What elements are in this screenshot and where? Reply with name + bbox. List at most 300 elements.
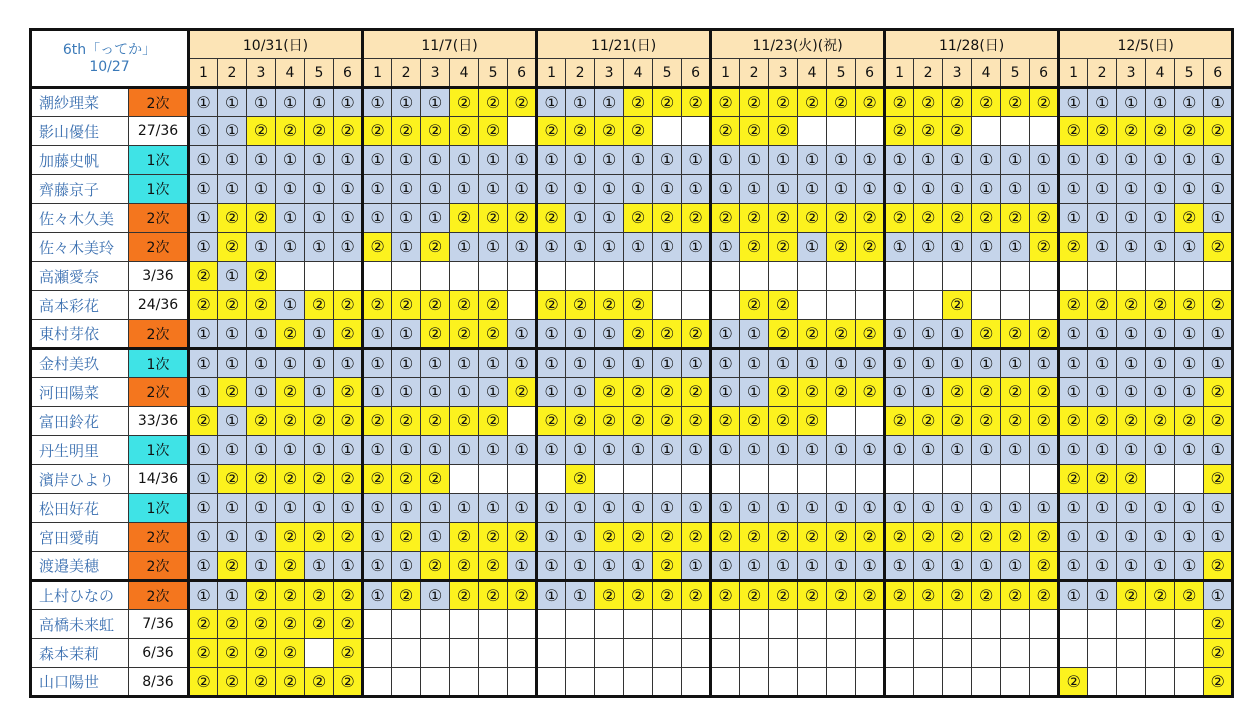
slot-mark: ②: [1175, 291, 1204, 320]
slot-mark: ①: [1175, 523, 1204, 552]
slot-mark: ①: [740, 175, 769, 204]
slot-mark: ①: [1059, 175, 1088, 204]
slot-mark: ②: [885, 407, 914, 436]
slot-mark: ①: [537, 581, 566, 610]
slot-mark: ①: [914, 436, 943, 465]
empty-slot: [885, 668, 914, 697]
empty-slot: [334, 262, 363, 291]
slot-mark: ②: [1088, 117, 1117, 146]
slot-mark: ②: [711, 117, 740, 146]
slot-mark: ②: [1117, 291, 1146, 320]
empty-slot: [508, 262, 537, 291]
slot-mark: ①: [769, 175, 798, 204]
empty-slot: [624, 610, 653, 639]
slot-mark: ②: [508, 581, 537, 610]
part-number: 1: [537, 59, 566, 88]
slot-mark: ②: [1001, 581, 1030, 610]
slot-mark: ①: [218, 117, 247, 146]
slot-mark: ②: [972, 204, 1001, 233]
slot-mark: ①: [798, 494, 827, 523]
slot-mark: ①: [885, 552, 914, 581]
slot-mark: ②: [450, 581, 479, 610]
slot-mark: ①: [1117, 552, 1146, 581]
empty-slot: [305, 262, 334, 291]
slot-mark: ②: [276, 668, 305, 697]
empty-slot: [537, 639, 566, 668]
slot-mark: ②: [1059, 465, 1088, 494]
slot-mark: ②: [276, 523, 305, 552]
slot-mark: ②: [798, 523, 827, 552]
empty-slot: [827, 465, 856, 494]
slot-mark: ①: [189, 436, 218, 465]
slot-mark: ②: [1030, 378, 1059, 407]
schedule-sheet: [29, 28, 1234, 698]
slot-mark: ①: [798, 146, 827, 175]
date-header: 11/28(日): [885, 30, 1059, 59]
slot-mark: ①: [1117, 175, 1146, 204]
slot-mark: ②: [189, 610, 218, 639]
slot-mark: ①: [1175, 175, 1204, 204]
slot-mark: ②: [392, 291, 421, 320]
slot-mark: ②: [1204, 610, 1233, 639]
slot-mark: ①: [1175, 146, 1204, 175]
slot-mark: ②: [305, 117, 334, 146]
slot-mark: ②: [653, 88, 682, 117]
slot-mark: ②: [682, 581, 711, 610]
slot-mark: ①: [421, 349, 450, 378]
slot-mark: ①: [392, 552, 421, 581]
slot-mark: ①: [595, 494, 624, 523]
slot-mark: ①: [334, 494, 363, 523]
slot-mark: ②: [334, 407, 363, 436]
empty-slot: [740, 465, 769, 494]
slot-mark: ①: [566, 204, 595, 233]
slot-mark: ②: [769, 320, 798, 349]
member-status: 1次: [129, 436, 189, 465]
slot-mark: ①: [479, 175, 508, 204]
empty-slot: [508, 291, 537, 320]
slot-mark: ①: [189, 523, 218, 552]
slot-mark: ①: [392, 204, 421, 233]
slot-mark: ①: [421, 146, 450, 175]
slot-mark: ①: [827, 552, 856, 581]
empty-slot: [595, 465, 624, 494]
slot-mark: ①: [537, 320, 566, 349]
slot-mark: ①: [1059, 146, 1088, 175]
part-number: 1: [711, 59, 740, 88]
slot-mark: ①: [624, 349, 653, 378]
slot-mark: ①: [276, 175, 305, 204]
empty-slot: [711, 639, 740, 668]
slot-mark: ①: [363, 552, 392, 581]
slot-mark: ①: [392, 320, 421, 349]
empty-slot: [537, 668, 566, 697]
member-name: 齊藤京子: [31, 175, 129, 204]
slot-mark: ②: [189, 668, 218, 697]
part-number: 2: [914, 59, 943, 88]
slot-mark: ①: [479, 146, 508, 175]
member-name: 濱岸ひより: [31, 465, 129, 494]
slot-mark: ①: [885, 175, 914, 204]
slot-mark: ①: [682, 233, 711, 262]
part-number: 4: [276, 59, 305, 88]
slot-mark: ①: [1088, 349, 1117, 378]
slot-mark: ②: [624, 88, 653, 117]
empty-slot: [508, 117, 537, 146]
slot-mark: ①: [305, 436, 334, 465]
slot-mark: ①: [566, 175, 595, 204]
slot-mark: ②: [682, 407, 711, 436]
schedule-table: [29, 28, 1234, 698]
slot-mark: ②: [885, 204, 914, 233]
empty-slot: [711, 291, 740, 320]
member-row: [31, 291, 1233, 320]
slot-mark: ②: [450, 88, 479, 117]
slot-mark: ①: [943, 494, 972, 523]
slot-mark: ①: [537, 523, 566, 552]
header-subtitle: 10/27: [89, 58, 130, 75]
empty-slot: [450, 465, 479, 494]
member-name: 宮田愛萌: [31, 523, 129, 552]
slot-mark: ②: [914, 204, 943, 233]
slot-mark: ①: [1146, 494, 1175, 523]
slot-mark: ①: [305, 349, 334, 378]
slot-mark: ②: [1204, 291, 1233, 320]
slot-mark: ①: [392, 146, 421, 175]
slot-mark: ①: [740, 349, 769, 378]
slot-mark: ①: [334, 349, 363, 378]
member-status: 2次: [129, 204, 189, 233]
empty-slot: [363, 262, 392, 291]
empty-slot: [421, 639, 450, 668]
empty-slot: [740, 610, 769, 639]
slot-mark: ①: [1117, 320, 1146, 349]
member-name: 上村ひなの: [31, 581, 129, 610]
slot-mark: ①: [1204, 204, 1233, 233]
slot-mark: ①: [508, 320, 537, 349]
empty-slot: [798, 117, 827, 146]
slot-mark: ①: [392, 494, 421, 523]
empty-slot: [769, 639, 798, 668]
empty-slot: [798, 262, 827, 291]
empty-slot: [972, 668, 1001, 697]
slot-mark: ②: [479, 204, 508, 233]
slot-mark: ①: [218, 320, 247, 349]
slot-mark: ②: [450, 204, 479, 233]
empty-slot: [740, 639, 769, 668]
part-number: 3: [595, 59, 624, 88]
empty-slot: [1001, 465, 1030, 494]
part-number: 6: [856, 59, 885, 88]
slot-mark: ①: [1059, 320, 1088, 349]
slot-mark: ①: [1030, 175, 1059, 204]
slot-mark: ①: [1175, 436, 1204, 465]
slot-mark: ②: [276, 320, 305, 349]
slot-mark: ①: [276, 494, 305, 523]
empty-slot: [972, 262, 1001, 291]
slot-mark: ②: [1175, 581, 1204, 610]
slot-mark: ②: [1030, 320, 1059, 349]
member-status: 24/36: [129, 291, 189, 320]
empty-slot: [1059, 262, 1088, 291]
empty-slot: [740, 262, 769, 291]
slot-mark: ①: [740, 494, 769, 523]
slot-mark: ①: [595, 320, 624, 349]
slot-mark: ①: [1146, 523, 1175, 552]
slot-mark: ②: [827, 88, 856, 117]
slot-mark: ②: [595, 523, 624, 552]
empty-slot: [711, 668, 740, 697]
slot-mark: ①: [595, 204, 624, 233]
slot-mark: ①: [276, 436, 305, 465]
slot-mark: ①: [508, 494, 537, 523]
slot-mark: ①: [363, 175, 392, 204]
slot-mark: ②: [1117, 117, 1146, 146]
slot-mark: ①: [1117, 378, 1146, 407]
slot-mark: ②: [1204, 465, 1233, 494]
slot-mark: ①: [972, 436, 1001, 465]
empty-slot: [856, 639, 885, 668]
slot-mark: ②: [856, 88, 885, 117]
slot-mark: ②: [218, 552, 247, 581]
slot-mark: ①: [479, 436, 508, 465]
empty-slot: [392, 639, 421, 668]
slot-mark: ②: [885, 523, 914, 552]
slot-mark: ①: [1117, 233, 1146, 262]
slot-mark: ②: [479, 581, 508, 610]
empty-slot: [508, 407, 537, 436]
slot-mark: ②: [769, 204, 798, 233]
empty-slot: [914, 668, 943, 697]
slot-mark: ①: [189, 204, 218, 233]
slot-mark: ②: [943, 88, 972, 117]
slot-mark: ②: [1117, 581, 1146, 610]
empty-slot: [537, 262, 566, 291]
slot-mark: ①: [276, 233, 305, 262]
date-header: 10/31(日): [189, 30, 363, 59]
slot-mark: ①: [711, 146, 740, 175]
part-number: 4: [798, 59, 827, 88]
slot-mark: ②: [479, 552, 508, 581]
slot-mark: ②: [363, 407, 392, 436]
slot-mark: ②: [711, 581, 740, 610]
empty-slot: [653, 117, 682, 146]
slot-mark: ②: [508, 204, 537, 233]
slot-mark: ①: [537, 349, 566, 378]
slot-mark: ②: [653, 523, 682, 552]
slot-mark: ②: [1030, 552, 1059, 581]
slot-mark: ②: [1204, 552, 1233, 581]
slot-mark: ①: [363, 88, 392, 117]
date-header: 11/23(火)(祝): [711, 30, 885, 59]
slot-mark: ①: [189, 581, 218, 610]
slot-mark: ①: [595, 349, 624, 378]
slot-mark: ②: [334, 610, 363, 639]
slot-mark: ②: [363, 117, 392, 146]
empty-slot: [1001, 117, 1030, 146]
slot-mark: ②: [218, 465, 247, 494]
slot-mark: ②: [682, 378, 711, 407]
slot-mark: ②: [334, 523, 363, 552]
slot-mark: ①: [1204, 436, 1233, 465]
part-number: 6: [508, 59, 537, 88]
slot-mark: ②: [682, 204, 711, 233]
slot-mark: ①: [653, 233, 682, 262]
slot-mark: ①: [595, 146, 624, 175]
slot-mark: ①: [421, 378, 450, 407]
slot-mark: ①: [1146, 88, 1175, 117]
member-name: 金村美玖: [31, 349, 129, 378]
slot-mark: ②: [1059, 117, 1088, 146]
slot-mark: ②: [450, 407, 479, 436]
slot-mark: ②: [189, 291, 218, 320]
slot-mark: ②: [769, 523, 798, 552]
empty-slot: [508, 668, 537, 697]
slot-mark: ②: [943, 523, 972, 552]
empty-slot: [479, 610, 508, 639]
slot-mark: ②: [189, 262, 218, 291]
slot-mark: ①: [305, 146, 334, 175]
slot-mark: ①: [885, 146, 914, 175]
part-number: 1: [885, 59, 914, 88]
slot-mark: ①: [1204, 320, 1233, 349]
part-number: 6: [682, 59, 711, 88]
slot-mark: ②: [856, 581, 885, 610]
slot-mark: ①: [885, 320, 914, 349]
slot-mark: ②: [1204, 233, 1233, 262]
slot-mark: ②: [1001, 204, 1030, 233]
slot-mark: ②: [914, 88, 943, 117]
slot-mark: ①: [885, 233, 914, 262]
slot-mark: ①: [1117, 204, 1146, 233]
slot-mark: ①: [218, 407, 247, 436]
slot-mark: ①: [1146, 320, 1175, 349]
slot-mark: ②: [1030, 407, 1059, 436]
slot-mark: ②: [247, 262, 276, 291]
empty-slot: [595, 668, 624, 697]
slot-mark: ②: [740, 581, 769, 610]
slot-mark: ②: [218, 378, 247, 407]
slot-mark: ②: [740, 291, 769, 320]
slot-mark: ②: [856, 204, 885, 233]
slot-mark: ①: [1146, 349, 1175, 378]
slot-mark: ②: [972, 407, 1001, 436]
slot-mark: ①: [566, 146, 595, 175]
slot-mark: ①: [1088, 146, 1117, 175]
slot-mark: ①: [595, 233, 624, 262]
slot-mark: ①: [392, 233, 421, 262]
slot-mark: ①: [363, 378, 392, 407]
slot-mark: ②: [827, 204, 856, 233]
slot-mark: ②: [653, 581, 682, 610]
slot-mark: ①: [1001, 233, 1030, 262]
slot-mark: ②: [363, 465, 392, 494]
slot-mark: ②: [769, 117, 798, 146]
member-status: 2次: [129, 233, 189, 262]
slot-mark: ①: [943, 436, 972, 465]
member-status: 27/36: [129, 117, 189, 146]
slot-mark: ②: [711, 88, 740, 117]
slot-mark: ①: [711, 378, 740, 407]
slot-mark: ①: [305, 233, 334, 262]
slot-mark: ①: [363, 204, 392, 233]
slot-mark: ②: [856, 233, 885, 262]
slot-mark: ②: [421, 552, 450, 581]
part-number: 5: [1175, 59, 1204, 88]
slot-mark: ①: [421, 175, 450, 204]
slot-mark: ②: [479, 320, 508, 349]
slot-mark: ①: [856, 436, 885, 465]
slot-mark: ①: [653, 436, 682, 465]
part-number: 4: [624, 59, 653, 88]
slot-mark: ①: [1059, 88, 1088, 117]
slot-mark: ②: [276, 117, 305, 146]
slot-mark: ②: [450, 291, 479, 320]
part-number: 1: [363, 59, 392, 88]
slot-mark: ①: [1146, 436, 1175, 465]
slot-mark: ②: [1204, 117, 1233, 146]
slot-mark: ①: [1175, 88, 1204, 117]
slot-mark: ①: [392, 378, 421, 407]
slot-mark: ①: [798, 552, 827, 581]
part-number: 2: [740, 59, 769, 88]
slot-mark: ①: [653, 175, 682, 204]
slot-mark: ②: [334, 465, 363, 494]
slot-mark: ②: [218, 639, 247, 668]
slot-mark: ①: [189, 233, 218, 262]
member-name: 高瀬愛奈: [31, 262, 129, 291]
slot-mark: ②: [1146, 407, 1175, 436]
member-row: [31, 581, 1233, 610]
empty-slot: [450, 262, 479, 291]
slot-mark: ①: [189, 494, 218, 523]
empty-slot: [1146, 639, 1175, 668]
slot-mark: ①: [682, 349, 711, 378]
slot-mark: ①: [885, 378, 914, 407]
slot-mark: ①: [247, 494, 276, 523]
slot-mark: ①: [682, 146, 711, 175]
slot-mark: ①: [1030, 494, 1059, 523]
slot-mark: ①: [276, 291, 305, 320]
member-name: 佐々木久美: [31, 204, 129, 233]
slot-mark: ①: [305, 175, 334, 204]
slot-mark: ①: [189, 146, 218, 175]
empty-slot: [1001, 639, 1030, 668]
slot-mark: ②: [189, 639, 218, 668]
date-header: 11/7(日): [363, 30, 537, 59]
member-name: 潮紗理菜: [31, 88, 129, 117]
empty-slot: [769, 262, 798, 291]
empty-slot: [1204, 262, 1233, 291]
slot-mark: ①: [566, 349, 595, 378]
empty-slot: [827, 291, 856, 320]
empty-slot: [711, 465, 740, 494]
slot-mark: ②: [798, 204, 827, 233]
slot-mark: ①: [189, 378, 218, 407]
slot-mark: ②: [276, 581, 305, 610]
empty-slot: [1030, 668, 1059, 697]
slot-mark: ①: [247, 88, 276, 117]
slot-mark: ①: [276, 88, 305, 117]
empty-slot: [682, 291, 711, 320]
empty-slot: [943, 610, 972, 639]
member-name: 東村芽依: [31, 320, 129, 349]
slot-mark: ①: [1059, 349, 1088, 378]
slot-mark: ②: [537, 407, 566, 436]
slot-mark: ①: [189, 552, 218, 581]
slot-mark: ①: [1117, 494, 1146, 523]
slot-mark: ②: [1030, 233, 1059, 262]
